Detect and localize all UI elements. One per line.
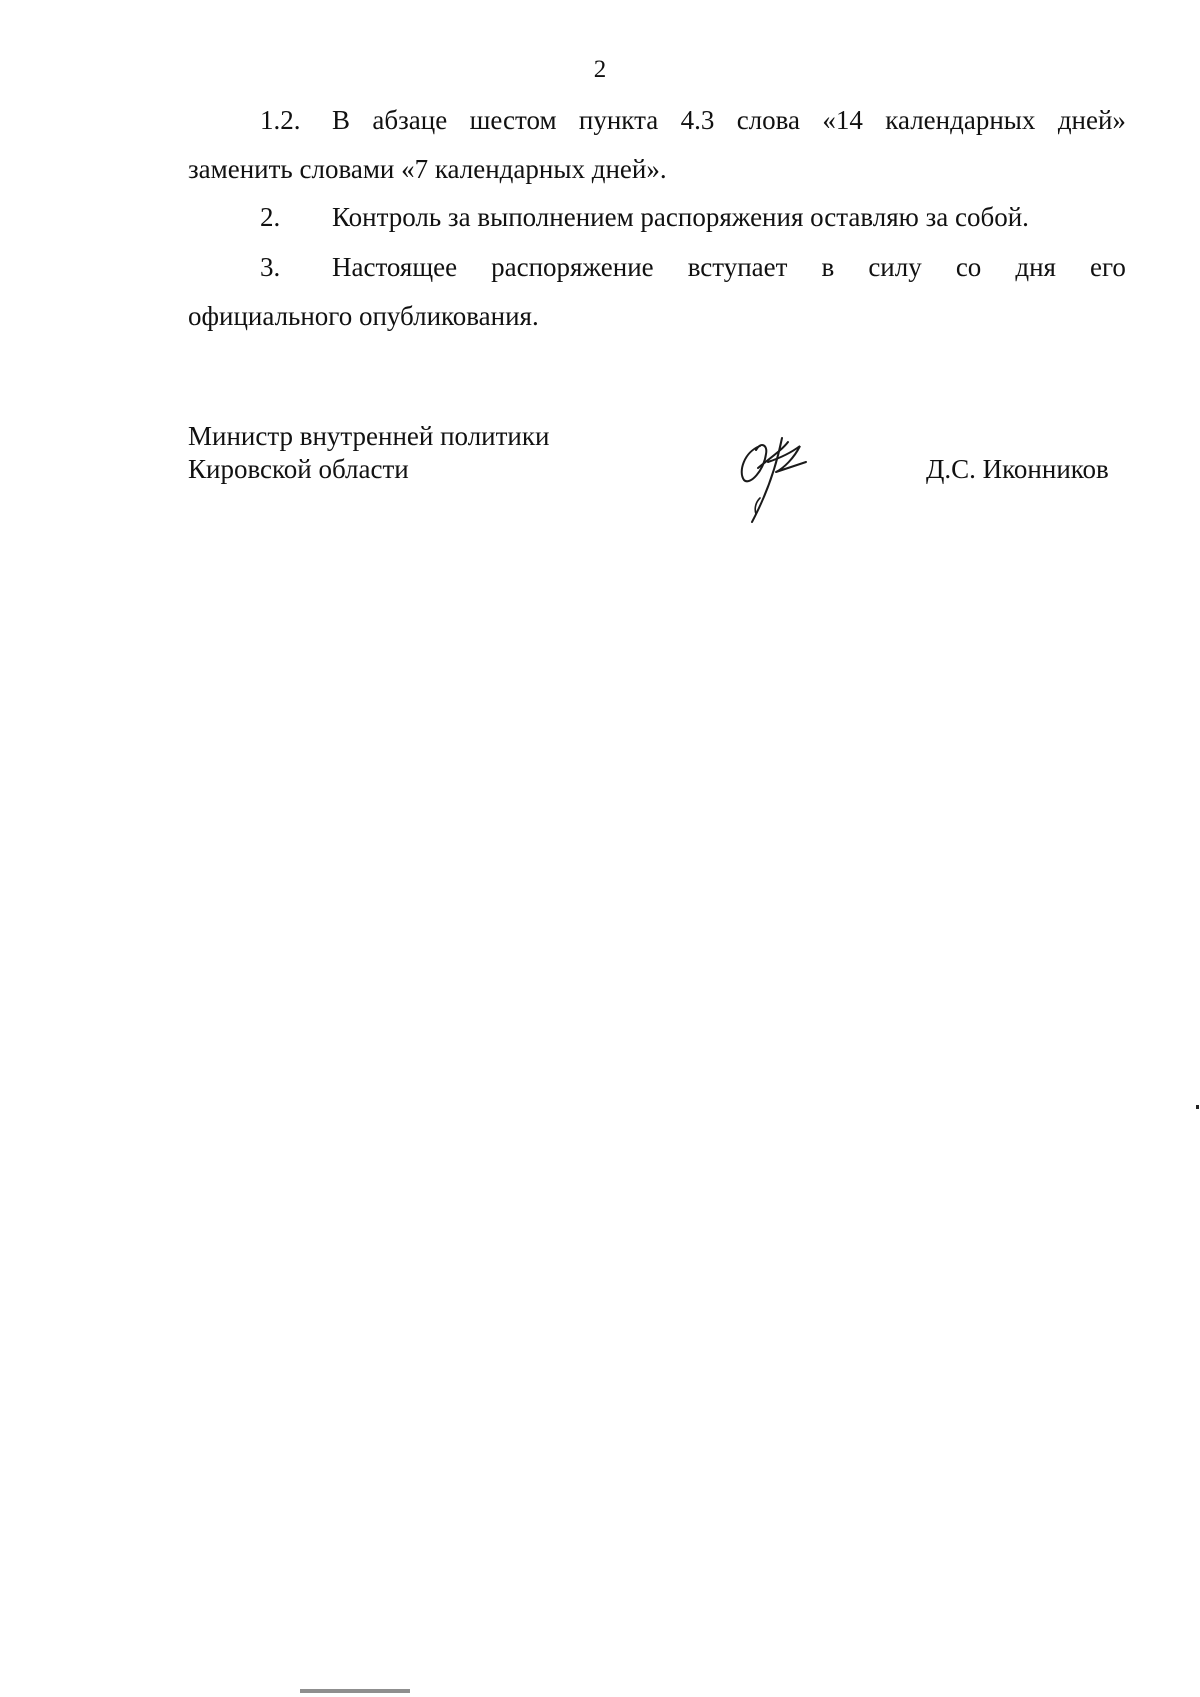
scan-artifact-dot xyxy=(1196,1105,1199,1109)
word: Настоящее xyxy=(332,252,458,282)
paragraph-words xyxy=(332,243,1126,292)
paragraph-words xyxy=(332,96,1126,145)
paragraph-1-2-line-1 xyxy=(188,96,1126,145)
word: вступает xyxy=(687,252,788,282)
handwritten-signature xyxy=(730,428,830,528)
word: В xyxy=(332,105,351,135)
word: абзаце xyxy=(372,105,448,135)
page-number: 2 xyxy=(593,56,607,83)
word: в xyxy=(821,252,835,282)
word: пункта xyxy=(578,105,659,135)
paragraph-text: Контроль за выполнением распоряжения оставляю за собой. xyxy=(332,202,1029,232)
paragraph-1-2 xyxy=(188,96,1126,194)
word: «14 xyxy=(822,105,863,135)
paragraph-3-line-2: официального опубликования. xyxy=(188,301,539,331)
signatory-title-line-1: Министр внутренней политики xyxy=(188,421,550,451)
paragraph-1-2-line-2: заменить словами «7 календарных дней». xyxy=(188,154,667,184)
paragraph-number: 1.2. xyxy=(260,105,301,135)
word: календарных xyxy=(885,105,1036,135)
signatory-title-line-2: Кировской области xyxy=(188,454,409,484)
paragraph-3 xyxy=(188,243,1126,341)
word: силу xyxy=(868,252,922,282)
signatory-title xyxy=(188,420,549,486)
word: 4.3 xyxy=(680,105,715,135)
paragraph-2-line xyxy=(188,193,1126,242)
word: его xyxy=(1090,252,1126,282)
signatory-name: Д.С. Иконников xyxy=(926,454,1109,484)
word: дней» xyxy=(1057,105,1126,135)
word: со xyxy=(955,252,982,282)
paragraph-3-line-1 xyxy=(188,243,1126,292)
word: распоряжение xyxy=(491,252,654,282)
paragraph-number: 2. xyxy=(260,202,281,232)
word: дня xyxy=(1015,252,1056,282)
scan-artifact xyxy=(300,1689,410,1693)
word: слова xyxy=(736,105,801,135)
word: шестом xyxy=(469,105,557,135)
paragraph-2 xyxy=(188,193,1126,242)
paragraph-number: 3. xyxy=(260,252,281,282)
